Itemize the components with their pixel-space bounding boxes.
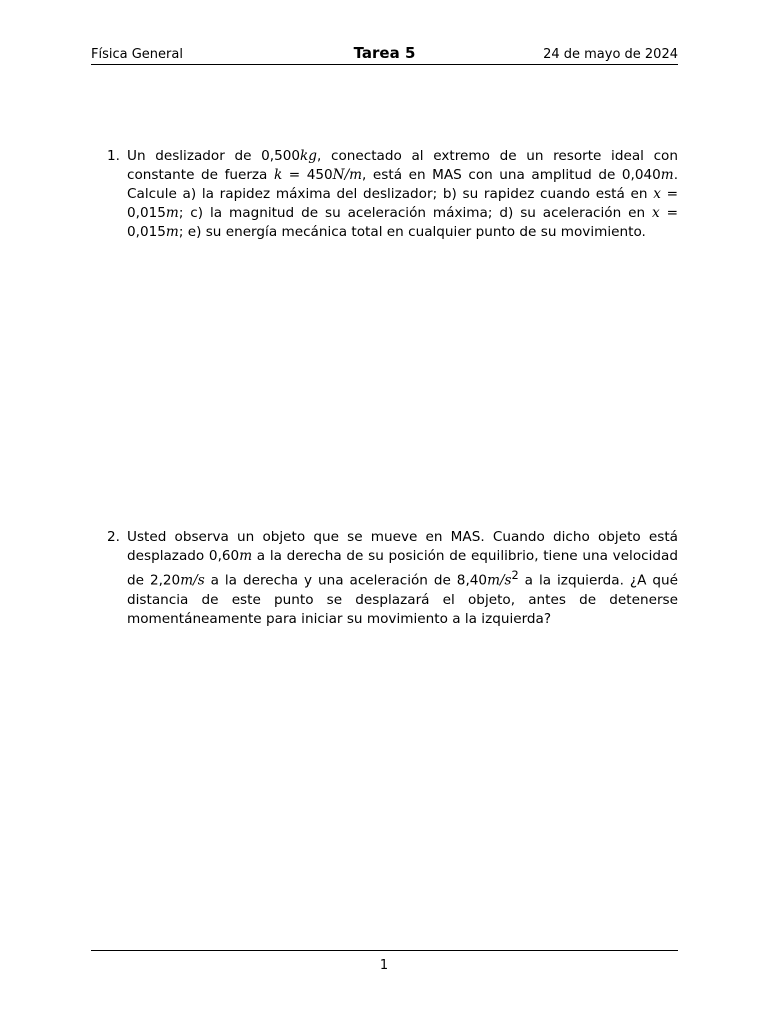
unit: kg [300, 148, 317, 164]
unit: m/s [180, 572, 205, 589]
text-segment: , conectado al extremo de un resorte ideal con constante de fuerza [127, 148, 678, 183]
text-segment: = 0,015 [127, 186, 678, 221]
problem-2 [107, 528, 678, 629]
problem-number: 2. [107, 529, 120, 545]
page-header [91, 44, 678, 65]
text-segment: ; e) su energía mecánica total en cualquier punto de su movimiento. [178, 224, 646, 240]
text-segment: a la derecha y una aceleración de 8,40 [204, 572, 488, 589]
text-segment: Usted observa un objeto que se mueve en MAS. Cuando dicho objeto está desplazado 0,60 [127, 529, 678, 564]
text-segment: = 450 [282, 167, 333, 183]
text-segment: . Calcule a) la rapidez máxima del deslizador; b) su rapidez cuando está en [127, 167, 679, 202]
problem-number: 1. [107, 148, 120, 164]
assignment-date: 24 de mayo de 2024 [543, 47, 678, 62]
variable: k [273, 167, 283, 183]
unit: m [239, 548, 253, 564]
course-name: Física General [91, 47, 183, 62]
unit: m [165, 205, 179, 221]
text-segment: = 0,015 [127, 205, 678, 240]
exponent: 2 [511, 568, 519, 582]
assignment-title: Tarea 5 [353, 44, 416, 62]
variable: x [653, 186, 661, 202]
variable: x [652, 205, 660, 221]
problem-text [127, 147, 678, 242]
unit: m/s [487, 572, 512, 589]
text-segment: , está en MAS con una amplitud de 0,040 [362, 167, 661, 183]
text-segment: a la derecha de su posición de equilibrio, tiene una velocidad de 2,20 [127, 548, 678, 589]
problem-1 [107, 147, 678, 242]
unit: N/m [332, 167, 363, 183]
page-number: 1 [379, 958, 389, 973]
text-segment: ; c) la magnitud de su aceleración máxima; d) su aceleración en [178, 205, 653, 221]
unit: m [165, 224, 179, 240]
footer-rule [91, 950, 678, 951]
unit: m [660, 167, 674, 183]
problem-text [127, 528, 678, 629]
text-segment: Un deslizador de 0,500 [127, 148, 301, 164]
text-segment: a la izquierda. ¿A qué distancia de este punto se desplazará el objeto, antes de detenerse momentáneamente para iniciar su movimiento a la izquierda? [127, 572, 678, 627]
